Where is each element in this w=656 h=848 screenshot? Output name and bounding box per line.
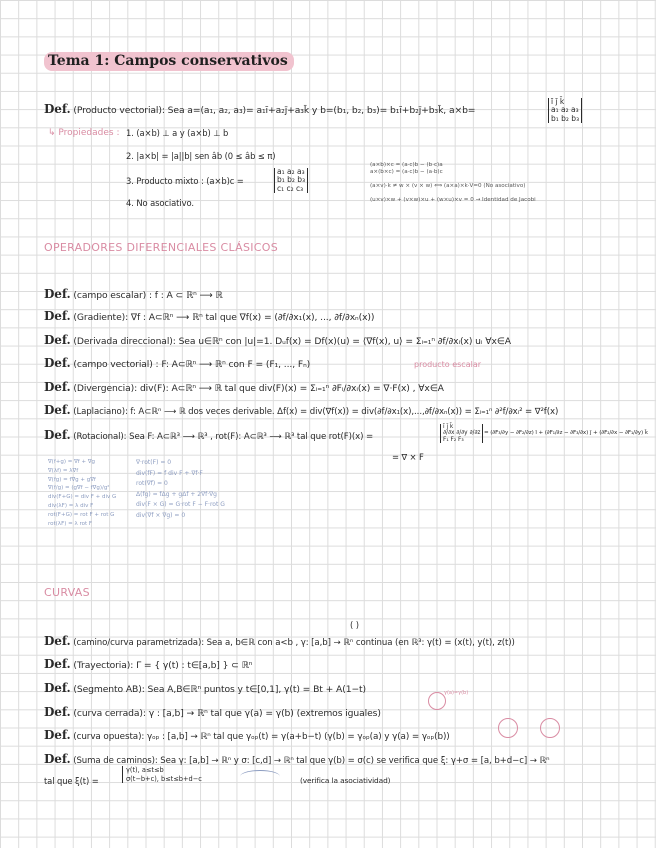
identity: rot(∇f) = 0 (136, 480, 168, 487)
identity: ∇(λf) = λ∇f (48, 467, 79, 474)
identity: ∇(fg) = f∇g + g∇f (48, 476, 96, 483)
identity: div(fF) = f div F + ∇f·F (136, 469, 203, 477)
identity: ∇(f/g) = (g∇f − f∇g)/g² (48, 485, 110, 492)
matrix-row: ī j̄ k̄ (551, 97, 565, 106)
def-label: Def. (44, 380, 71, 394)
mixed-product-matrix (274, 168, 308, 193)
def-segment (44, 681, 366, 695)
def-laplacian (44, 403, 558, 417)
curl-matrix (440, 424, 483, 443)
matrix-row: F₁ F₂ F₃ (443, 436, 464, 443)
def-opposite-curve (44, 728, 450, 742)
def-label: Def. (44, 752, 71, 766)
vector-product-text: (Producto vectorial): Sea a=(a₁, a₂, a₃)= a₁ī+a₂j̄+a₃k̄ y b=(b₁, b₂, b₃)= b₁ī+b₂j̄+b₃k̄, a×b= (73, 105, 476, 116)
identity: rot(λF) = λ rot F (48, 520, 93, 527)
matrix-row: a₁ a₂ a₃ (551, 105, 579, 115)
def-label: Def. (44, 309, 71, 323)
path-sum-tail: tal que ξ(t) = (44, 776, 99, 786)
def-text: (Rotacional): Sea F: A⊂ℝ³ ⟶ ℝ³ , rot(F): A⊂ℝ³ ⟶ ℝ³ tal que rot(F)(x) = (73, 432, 374, 442)
section-curves: CURVAS (44, 586, 90, 599)
def-label: Def. (44, 356, 71, 370)
def-label: Def. (44, 333, 71, 347)
def-text: (Segmento AB): Sea A,B∈ℝⁿ puntos y t∈[0,1], γ(t) = Bt + A(1−t) (73, 684, 367, 695)
def-text: (camino/curva parametrizada): Sea a, b∈ℝ con a<b , γ: [a,b] → ℝⁿ continua (en ℝ³: γ(t) = (x(t), y(t), z(t)) (73, 638, 515, 648)
def-closed-curve (44, 705, 381, 719)
def-text: (Divergencia): div(F): A⊂ℝⁿ ⟶ ℝ tal que div(F)(x) = Σᵢ₌₁ⁿ ∂Fᵢ/∂xᵢ(x) = ∇·F(x) , ∀x∈A (73, 383, 444, 394)
identity: div(λF) = λ div F (48, 502, 94, 509)
def-label: Def. (44, 657, 71, 671)
identity: rot(F+G) = rot F + rot G (48, 511, 115, 518)
def-text: (Trayectoria): Γ = { γ(t) : t∈[a,b] } ⊂ ℝⁿ (73, 660, 253, 671)
note-line: (a×b)×c = (a·c)b − (b·c)a (370, 162, 443, 168)
opposite-curve-sketch (540, 718, 560, 738)
property-1: 1. (a×b) ⊥ a y (a×b) ⊥ b (126, 128, 229, 138)
path-sum-note: (verifica la asociatividad) (300, 776, 391, 785)
def-vector-field (44, 356, 310, 370)
def-scalar-field (44, 287, 223, 301)
identity: ∇·rot(F) = 0 (136, 459, 172, 466)
curve-sketch (498, 718, 518, 738)
identity: div(F+G) = div F + div G (48, 494, 117, 501)
note-line: (u×v)×w + (v×w)×u + (w×u)×v = 0 → Identidad de Jacobi (370, 196, 536, 203)
def-gradient (44, 309, 374, 323)
matrix-row: ∂/∂x ∂/∂y ∂/∂z (443, 430, 481, 437)
def-label: Def. (44, 287, 71, 301)
identity: Δ(fg) = fΔg + gΔf + 2∇f·∇g (136, 490, 217, 498)
def-label: Def. (44, 634, 71, 648)
def-text: (Suma de caminos): Sea γ: [a,b] → ℝⁿ y σ: [c,d] → ℝⁿ tal que γ(b) = σ(c) se verifica que ξ: γ+σ = [a, b+d−c] → ℝⁿ (73, 756, 550, 766)
def-text: (Derivada direccional): Sea u∈ℝⁿ con |u|=1. Dᵤf(x) = Df(x)(u) = ⟨∇f(x), u⟩ = Σᵢ₌₁ⁿ ∂f/∂xᵢ(x) uᵢ ∀x∈A (73, 336, 511, 347)
scalar-product-note: producto escalar (414, 360, 482, 369)
closed-curve-note: γ(a)=γ(b) (444, 690, 469, 696)
identity: div(∇f × ∇g) = 0 (136, 511, 186, 519)
identity: ∇(f+g) = ∇f + ∇g (48, 459, 96, 465)
def-label: Def. (44, 102, 71, 116)
def-label: Def. (44, 728, 71, 742)
matrix-row: a₁ a₂ a₃ (277, 167, 305, 176)
def-directional-derivative (44, 333, 511, 347)
note-line: a×(b×c) = (a·c)b − (a·b)c (370, 168, 443, 175)
section-operators: OPERADORES DIFERENCIALES CLÁSICOS (44, 241, 279, 254)
matrix-row: b₁ b₂ b₃ (551, 113, 580, 123)
def-label: Def. (44, 403, 71, 417)
note-line: (a×v)·k ≠ w × (v × w) ⟺ (a×a)×k·V=0 (No asociativo) (370, 182, 526, 189)
def-text: (curva opuesta): γₒₚ : [a,b] → ℝⁿ tal que γₒₚ(t) = γ(a+b−t) (γ(b) = γₒₚ(a) y γ(a) = γₒₚ(b)) (73, 732, 450, 742)
case-line: γ(t), a≤t≤b (126, 766, 164, 774)
def-text: (Laplaciano): f: A⊂ℝⁿ ⟶ ℝ dos veces derivable. Δf(x) = div(∇f(x)) = div(∂f/∂x₁(x),...,∂f/∂xₙ(x)) = Σᵢ₌₁ⁿ ∂²f/∂xᵢ² = ∇²f(x) (73, 407, 559, 417)
def-text: (Gradiente): ∇f : A⊂ℝⁿ ⟶ ℝⁿ tal que ∇f(x) = (∂f/∂x₁(x), ..., ∂f/∂xₙ(x)) (73, 312, 375, 323)
property-3: 3. Producto mixto : (a×b)c = (126, 176, 244, 186)
matrix-row: ī j̄ k̄ (443, 424, 454, 430)
property-4: 4. No asociativo. (126, 198, 194, 208)
def-path-sum (44, 752, 550, 766)
vector-product-def (44, 102, 475, 116)
identities-left (48, 458, 116, 528)
property-2: 2. |a×b| = |a||b| sen âb (0 ≤ âb ≤ π) (126, 151, 276, 161)
identities-right (136, 458, 225, 521)
curve-paren: ( ) (350, 620, 359, 630)
page-title: Tema 1: Campos conservativos (44, 52, 294, 71)
identity: div(F × G) = G·rot F − F·rot G (136, 501, 225, 508)
path-sum-cases (122, 766, 202, 783)
def-trajectory (44, 657, 252, 671)
path-sum-sketch (240, 770, 280, 783)
def-label: Def. (44, 681, 71, 695)
def-text: (curva cerrada): γ : [a,b] → ℝⁿ tal que γ(a) = γ(b) (extremos iguales) (73, 708, 381, 719)
def-text: (campo vectorial) : F: A⊂ℝⁿ ⟶ ℝⁿ con F = (F₁, ..., Fₙ) (73, 359, 311, 370)
curl-expansion: = (∂F₃/∂y − ∂F₂/∂z) ī + (∂F₁/∂z − ∂F₃/∂x) j̄ + (∂F₂/∂x − ∂F₁/∂y) k̄ (484, 430, 648, 436)
case-line: σ(t−b+c), b≤t≤b+d−c (126, 774, 202, 783)
def-curl (44, 428, 373, 442)
def-label: Def. (44, 428, 71, 442)
properties-label: ↳ Propiedades : (48, 128, 120, 138)
def-divergence (44, 380, 444, 394)
property-notes (370, 162, 536, 204)
matrix-row: c₁ c₂ c₃ (277, 183, 304, 193)
def-text: (campo escalar) : f : A ⊂ ℝⁿ ⟶ ℝ (73, 290, 223, 301)
curl-nabla: = ∇ × F (392, 452, 424, 462)
cross-product-matrix (548, 98, 582, 123)
def-label: Def. (44, 705, 71, 719)
def-parametrized-curve (44, 634, 515, 648)
matrix-row: b₁ b₂ b₃ (277, 175, 306, 185)
